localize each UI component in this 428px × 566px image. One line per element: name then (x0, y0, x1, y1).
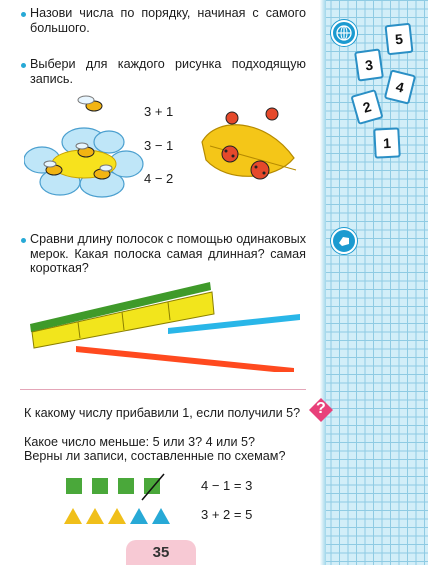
hand-pointer-icon (331, 228, 357, 254)
number-card: 3 (354, 48, 384, 81)
bullet (21, 63, 26, 68)
scheme-square (118, 478, 134, 494)
number-card: 4 (384, 69, 416, 104)
flower-bees-illustration (24, 92, 144, 204)
task-4-line-3: Верны ли записи, составленные по схемам? (24, 449, 286, 463)
triangle-yellow (64, 508, 82, 524)
task-4-line-2: Какое число меньше: 5 или 3? 4 или 5? (24, 435, 256, 449)
triangle-blue (130, 508, 148, 524)
globe-icon (331, 20, 357, 46)
column-divider (312, 0, 326, 565)
scheme-square (92, 478, 108, 494)
expression-1: 3 + 1 (144, 104, 174, 119)
page-number: 35 (126, 540, 196, 565)
task-1-text: Назови числа по порядку, начиная с самого большого. (30, 6, 306, 35)
leaf-ladybugs-illustration (196, 96, 310, 196)
triangle-blue (152, 508, 170, 524)
triangle-yellow (86, 508, 104, 524)
strike-line (140, 472, 166, 502)
ladybug-icon (222, 146, 238, 162)
separator (20, 389, 306, 390)
expression-3: 4 − 2 (144, 171, 174, 186)
bullet (21, 238, 26, 243)
bullet (21, 12, 26, 17)
question-mark: ? (316, 400, 326, 417)
scheme-square (66, 478, 82, 494)
scheme-expression-1: 4 − 1 = 3 (201, 478, 253, 493)
number-card: 2 (350, 89, 383, 125)
task-4-line-1: К какому числу прибавили 1, если получили 5? (24, 406, 301, 420)
task-2-text: Выбери для каждого рисунка подходящую запись. (30, 57, 306, 86)
task-3-text: Сравни длину полосок с помощью одинаковых мерок. Какая полоска самая длинная? самая короткая? (30, 232, 306, 275)
scheme-expression-2: 3 + 2 = 5 (201, 507, 253, 522)
expression-2: 3 − 1 (144, 138, 174, 153)
number-card: 1 (373, 127, 401, 158)
strips-illustration (24, 276, 310, 372)
number-card: 5 (385, 23, 414, 56)
triangle-yellow (108, 508, 126, 524)
